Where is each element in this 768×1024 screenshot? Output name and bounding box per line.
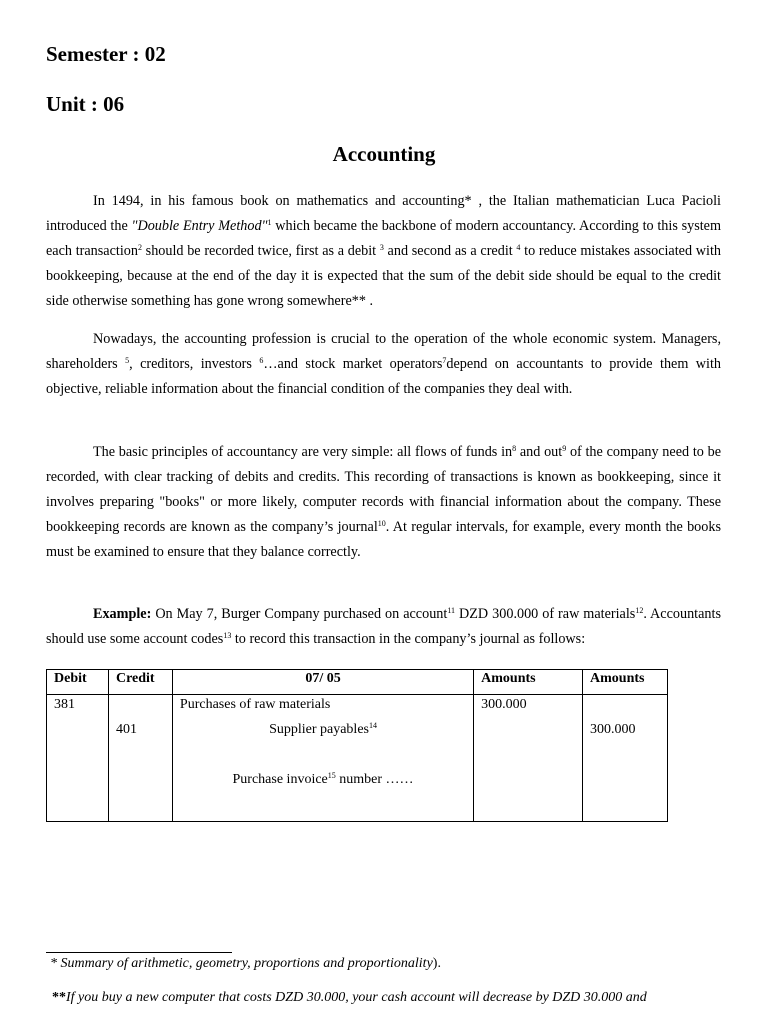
amounts-credit-header: Amounts <box>583 670 668 695</box>
journal-header-row <box>47 670 668 695</box>
journal-table <box>46 669 668 822</box>
paragraph-example: Example: On May 7, Burger Company purchased on account$^{11}$ DZD 300.000 of raw materials$^{12}$. Accountants should use some account codes$^{13}$ to record this transaction in the company’s journal as follows: <box>46 606 721 647</box>
date-header: 07/ 05 <box>172 670 473 695</box>
paragraph-intro: In 1494, in his famous book on mathematics and accounting* , the Italian mathematician Luca Pacioli introduced the "Double Entry Method"$^1$ which became the backbone of modern accountancy. According to this system each transaction$^2$ should be recorded twice, first as a debit $^3$ and second as a credit $^4$ to reduce mistakes associated with bookkeeping, because at the end of the day it is expected that the sum of the debit side should be equal to the credit side otherwise something has gone wrong somewhere** . <box>46 193 722 309</box>
credit-header: Credit <box>108 670 172 695</box>
semester-heading: Semester : 02 <box>46 42 166 66</box>
footnote-example: **If you buy a new computer that costs DZD 30.000, your cash account will decrease by DZD 30.000 and <box>52 990 647 1005</box>
unit-heading: Unit : 06 <box>46 92 125 116</box>
credit-account-label: Supplier payables$^{14}$ <box>269 721 377 737</box>
paragraph-principles: The basic principles of accountancy are very simple: all flows of funds $in^8$ and out$^9$ of the company need to be recorded, with clear tracking of debits and credits. This recording of transactions is known as bookkeeping, since it involves preparing "books" or more likely, computer records with financial information about the company. These bookkeeping records are known as the company’s journal$^{10}$. At regular intervals, for example, every month the books must be examined to ensure that they balance correctly. <box>46 444 721 560</box>
debit-account-label: Purchases of raw materials <box>179 697 331 712</box>
debit-amount: 300.000 <box>481 697 527 712</box>
amounts-debit-header: Amounts <box>474 670 583 695</box>
footnote-divider <box>46 952 232 953</box>
description-cell <box>172 695 473 822</box>
footnote-summary: * Summary of arithmetic, geometry, proportions and proportionality). <box>50 956 441 971</box>
credit-amount: 300.000 <box>590 722 636 737</box>
credit-amount-cell <box>583 695 668 822</box>
credit-code: 401 <box>115 722 137 737</box>
page-title: Accounting <box>332 142 436 166</box>
debit-code: 381 <box>54 697 75 712</box>
paragraph-profession: Nowadays, the accounting profession is crucial to the operation of the whole economic system. Managers, shareholders $^5$, creditors, investors $^6$…and stock market operators$^7$depend on accountants to provide them with objective, reliable information about the financial condition of the companies they deal with. <box>46 331 722 397</box>
debit-header: Debit <box>47 670 109 695</box>
debit-cell <box>47 695 109 822</box>
debit-amount-cell <box>474 695 583 822</box>
journal-entry-row <box>47 695 668 822</box>
invoice-reference: Purchase invoice$^{15}$ number …… <box>232 771 414 787</box>
credit-cell <box>108 695 172 822</box>
